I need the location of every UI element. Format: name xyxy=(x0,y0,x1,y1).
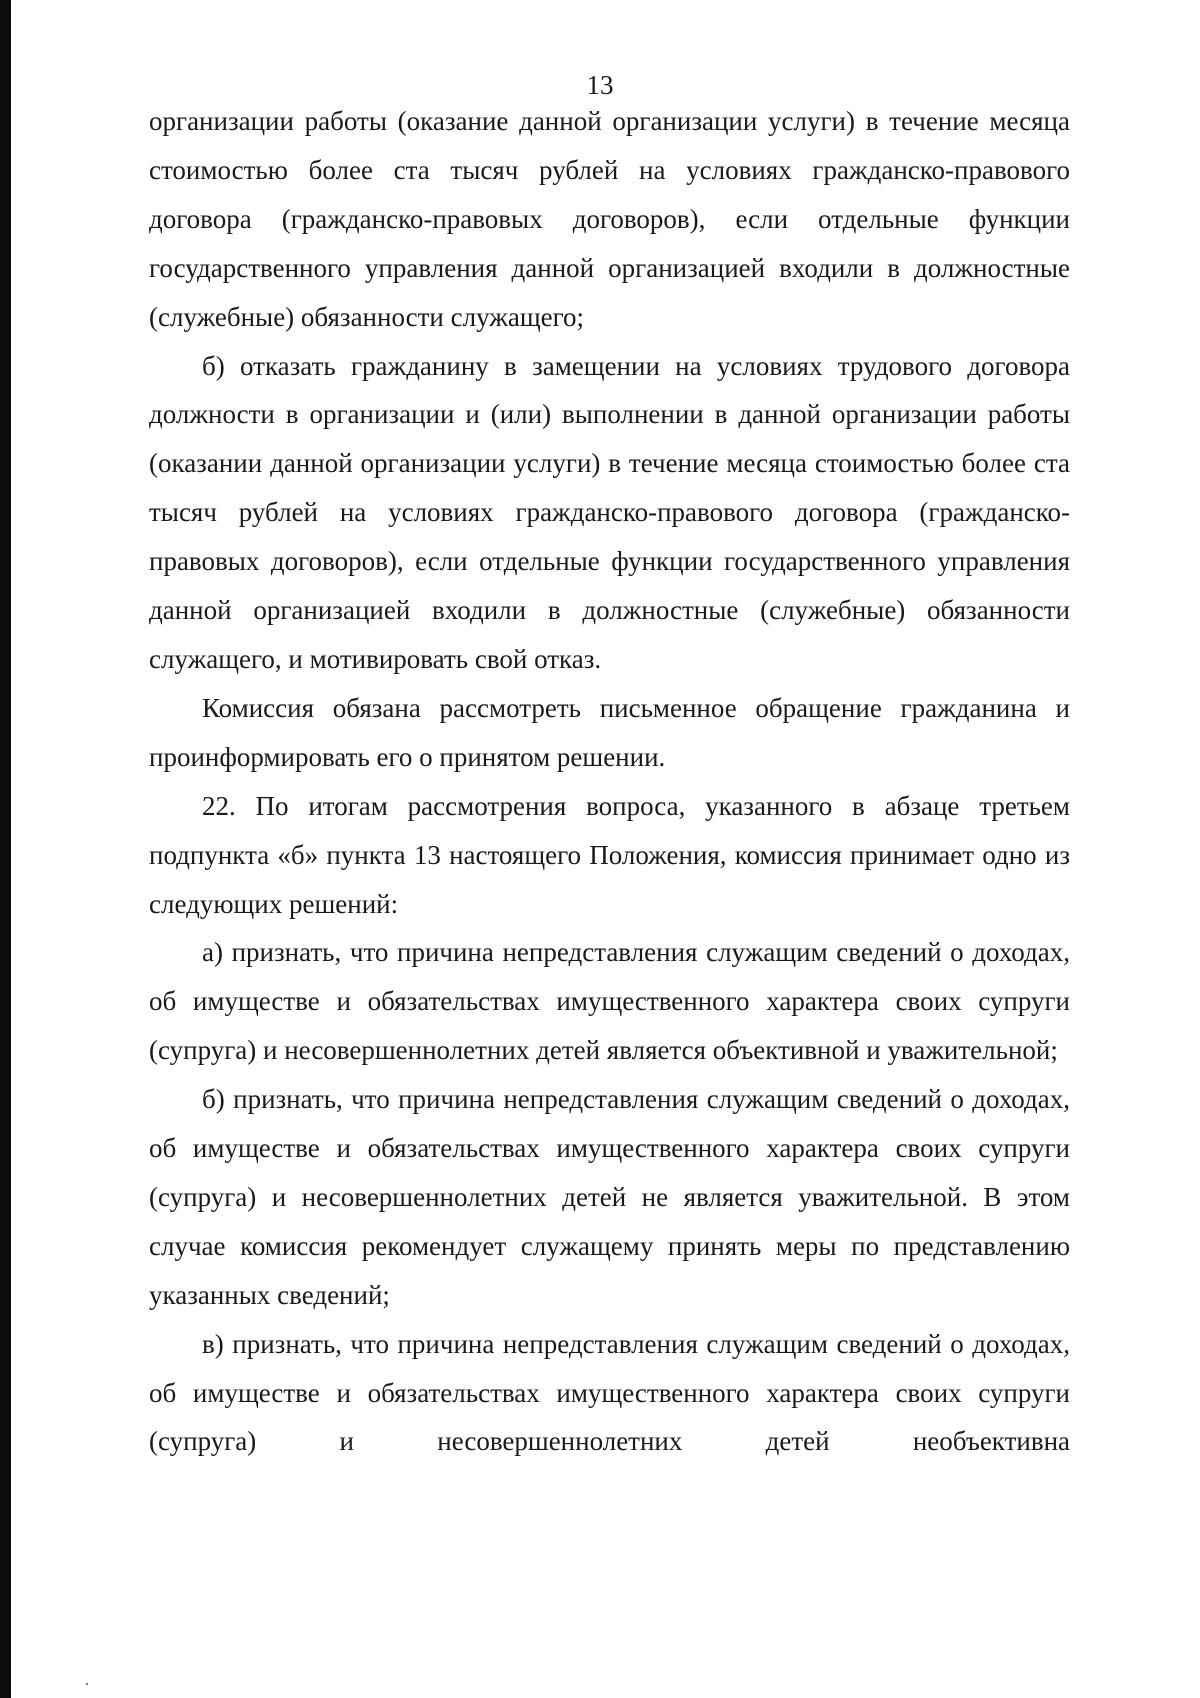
paragraph-commission-obliged: Комиссия обязана рассмотреть письменное обращение гражданина и проинформировать его о принятом решении. xyxy=(149,692,1070,772)
scan-speck xyxy=(86,1683,88,1685)
paragraph-22: 22. По итогам рассмотрения вопроса, указанного в абзаце третьем подпункта «б» пункта 13 настоящего Положения, комиссия принимает одно из следующих решений: xyxy=(149,790,1070,919)
paragraph-decision-b: б) признать, что причина непредставления служащим сведений о доходах, об имуществе и обязательствах имущественного характера своих супруги (супруга) и несовершеннолетних детей не является уважительной. В этом случае комиссия рекомендует служащему принять меры по представлению указанных сведений; xyxy=(149,1084,1070,1310)
paragraph-decision-a: а) признать, что причина непредставления служащим сведений о доходах, об имуществе и обязательствах имущественного характера своих супруги (супруга) и несовершеннолетних детей является объективной и уважительной; xyxy=(149,937,1070,1066)
document-body xyxy=(149,97,1070,1466)
scan-left-edge xyxy=(0,0,11,1698)
paragraph-1-continuation: организации работы (оказание данной организации услуги) в течение месяца стоимостью более ста тысяч рублей на условиях гражданско-правового договора (гражданско-правовых договоров), если отдельные функции государственного управления данной организацией входили в должностные (служебные) обязанности служащего; xyxy=(149,106,1070,332)
paragraph-subpoint-b-refuse: б) отказать гражданину в замещении на условиях трудового договора должности в организации и (или) выполнении в данной организации работы (оказании данной организации услуги) в течение месяца стоимостью более ста тысяч рублей на условиях гражданско-правового договора (гражданско-правовых договоров), если отдельные функции государственного управления данной организацией входили в должностные (служебные) обязанности служащего, и мотивировать свой отказ. xyxy=(149,350,1070,674)
paragraph-decision-v: в) признать, что причина непредставления служащим сведений о доходах, об имуществе и обязательствах имущественного характера своих супруги (супруга) и несовершеннолетних детей необъективна xyxy=(149,1328,1070,1457)
page-number: 13 xyxy=(586,70,614,100)
